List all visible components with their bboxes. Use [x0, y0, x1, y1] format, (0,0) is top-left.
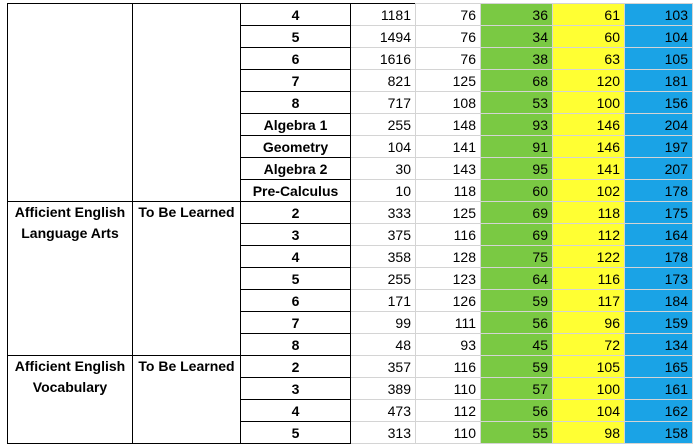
yellow-value-cell: 96: [553, 312, 625, 334]
table-row: [8, 356, 693, 378]
blue-value-cell: 207: [625, 158, 693, 180]
grade-cell: 7: [241, 70, 351, 92]
value-cell: 148: [416, 114, 481, 136]
count-cell: 357: [351, 356, 416, 378]
green-value-cell: 64: [481, 268, 553, 290]
blue-value-cell: 178: [625, 246, 693, 268]
blue-value-cell: 178: [625, 180, 693, 202]
blue-value-cell: 104: [625, 26, 693, 48]
blue-value-cell: 164: [625, 224, 693, 246]
status-cell: To Be Learned: [133, 356, 241, 444]
grade-cell: 5: [241, 268, 351, 290]
subject-cell: Afficient English Language Arts: [8, 202, 133, 356]
yellow-value-cell: 118: [553, 202, 625, 224]
grade-cell: 8: [241, 92, 351, 114]
yellow-value-cell: 116: [553, 268, 625, 290]
green-value-cell: 69: [481, 202, 553, 224]
value-cell: 123: [416, 268, 481, 290]
grade-cell: Algebra 2: [241, 158, 351, 180]
status-cell: To Be Learned: [133, 202, 241, 356]
yellow-value-cell: 122: [553, 246, 625, 268]
green-value-cell: 53: [481, 92, 553, 114]
yellow-value-cell: 146: [553, 114, 625, 136]
table-row: [8, 202, 693, 224]
yellow-value-cell: 146: [553, 136, 625, 158]
grade-cell: 6: [241, 48, 351, 70]
count-cell: 171: [351, 290, 416, 312]
subject-cell: [8, 4, 133, 202]
value-cell: 93: [416, 334, 481, 356]
yellow-value-cell: 105: [553, 356, 625, 378]
grade-cell: Geometry: [241, 136, 351, 158]
green-value-cell: 60: [481, 180, 553, 202]
value-cell: 125: [416, 202, 481, 224]
blue-value-cell: 165: [625, 356, 693, 378]
count-cell: 358: [351, 246, 416, 268]
blue-value-cell: 158: [625, 422, 693, 444]
green-value-cell: 56: [481, 400, 553, 422]
green-value-cell: 59: [481, 356, 553, 378]
blue-value-cell: 156: [625, 92, 693, 114]
grade-cell: 4: [241, 400, 351, 422]
green-value-cell: 45: [481, 334, 553, 356]
value-cell: 108: [416, 92, 481, 114]
value-cell: 118: [416, 180, 481, 202]
green-value-cell: 93: [481, 114, 553, 136]
count-cell: 821: [351, 70, 416, 92]
green-value-cell: 75: [481, 246, 553, 268]
status-cell: [133, 4, 241, 202]
blue-value-cell: 204: [625, 114, 693, 136]
blue-value-cell: 173: [625, 268, 693, 290]
value-cell: 116: [416, 356, 481, 378]
count-cell: 99: [351, 312, 416, 334]
grade-cell: 5: [241, 26, 351, 48]
value-cell: 128: [416, 246, 481, 268]
value-cell: 126: [416, 290, 481, 312]
green-value-cell: 38: [481, 48, 553, 70]
value-cell: 76: [416, 4, 481, 26]
green-value-cell: 34: [481, 26, 553, 48]
blue-value-cell: 181: [625, 70, 693, 92]
blue-value-cell: 162: [625, 400, 693, 422]
yellow-value-cell: 141: [553, 158, 625, 180]
value-cell: 125: [416, 70, 481, 92]
subject-cell: Afficient English Vocabulary: [8, 356, 133, 444]
green-value-cell: 69: [481, 224, 553, 246]
green-value-cell: 55: [481, 422, 553, 444]
count-cell: 1181: [351, 4, 416, 26]
count-cell: 1616: [351, 48, 416, 70]
blue-value-cell: 197: [625, 136, 693, 158]
blue-value-cell: 134: [625, 334, 693, 356]
count-cell: 473: [351, 400, 416, 422]
yellow-value-cell: 61: [553, 4, 625, 26]
green-value-cell: 56: [481, 312, 553, 334]
grade-cell: 2: [241, 202, 351, 224]
count-cell: 48: [351, 334, 416, 356]
yellow-value-cell: 104: [553, 400, 625, 422]
grade-cell: 4: [241, 246, 351, 268]
grade-cell: 7: [241, 312, 351, 334]
grade-cell: Pre-Calculus: [241, 180, 351, 202]
grade-cell: 3: [241, 378, 351, 400]
blue-value-cell: 103: [625, 4, 693, 26]
blue-value-cell: 175: [625, 202, 693, 224]
yellow-value-cell: 117: [553, 290, 625, 312]
yellow-value-cell: 112: [553, 224, 625, 246]
grade-cell: Algebra 1: [241, 114, 351, 136]
count-cell: 313: [351, 422, 416, 444]
blue-value-cell: 161: [625, 378, 693, 400]
green-value-cell: 95: [481, 158, 553, 180]
green-value-cell: 68: [481, 70, 553, 92]
yellow-value-cell: 100: [553, 378, 625, 400]
grade-cell: 4: [241, 4, 351, 26]
green-value-cell: 36: [481, 4, 553, 26]
yellow-value-cell: 100: [553, 92, 625, 114]
count-cell: 104: [351, 136, 416, 158]
value-cell: 141: [416, 136, 481, 158]
count-cell: 10: [351, 180, 416, 202]
count-cell: 255: [351, 114, 416, 136]
yellow-value-cell: 98: [553, 422, 625, 444]
grade-cell: 5: [241, 422, 351, 444]
count-cell: 255: [351, 268, 416, 290]
value-cell: 116: [416, 224, 481, 246]
green-value-cell: 91: [481, 136, 553, 158]
yellow-value-cell: 102: [553, 180, 625, 202]
yellow-value-cell: 72: [553, 334, 625, 356]
green-value-cell: 59: [481, 290, 553, 312]
yellow-value-cell: 120: [553, 70, 625, 92]
table-row: [8, 4, 693, 26]
value-cell: 110: [416, 378, 481, 400]
value-cell: 110: [416, 422, 481, 444]
blue-value-cell: 184: [625, 290, 693, 312]
value-cell: 112: [416, 400, 481, 422]
blue-value-cell: 159: [625, 312, 693, 334]
value-cell: 143: [416, 158, 481, 180]
yellow-value-cell: 60: [553, 26, 625, 48]
blue-value-cell: 105: [625, 48, 693, 70]
count-cell: 717: [351, 92, 416, 114]
grade-cell: 6: [241, 290, 351, 312]
count-cell: 30: [351, 158, 416, 180]
grade-cell: 2: [241, 356, 351, 378]
green-value-cell: 57: [481, 378, 553, 400]
count-cell: 375: [351, 224, 416, 246]
count-cell: 333: [351, 202, 416, 224]
value-cell: 111: [416, 312, 481, 334]
value-cell: 76: [416, 26, 481, 48]
value-cell: 76: [416, 48, 481, 70]
grade-cell: 3: [241, 224, 351, 246]
yellow-value-cell: 63: [553, 48, 625, 70]
count-cell: 1494: [351, 26, 416, 48]
data-table: [7, 3, 693, 444]
count-cell: 389: [351, 378, 416, 400]
grade-cell: 8: [241, 334, 351, 356]
